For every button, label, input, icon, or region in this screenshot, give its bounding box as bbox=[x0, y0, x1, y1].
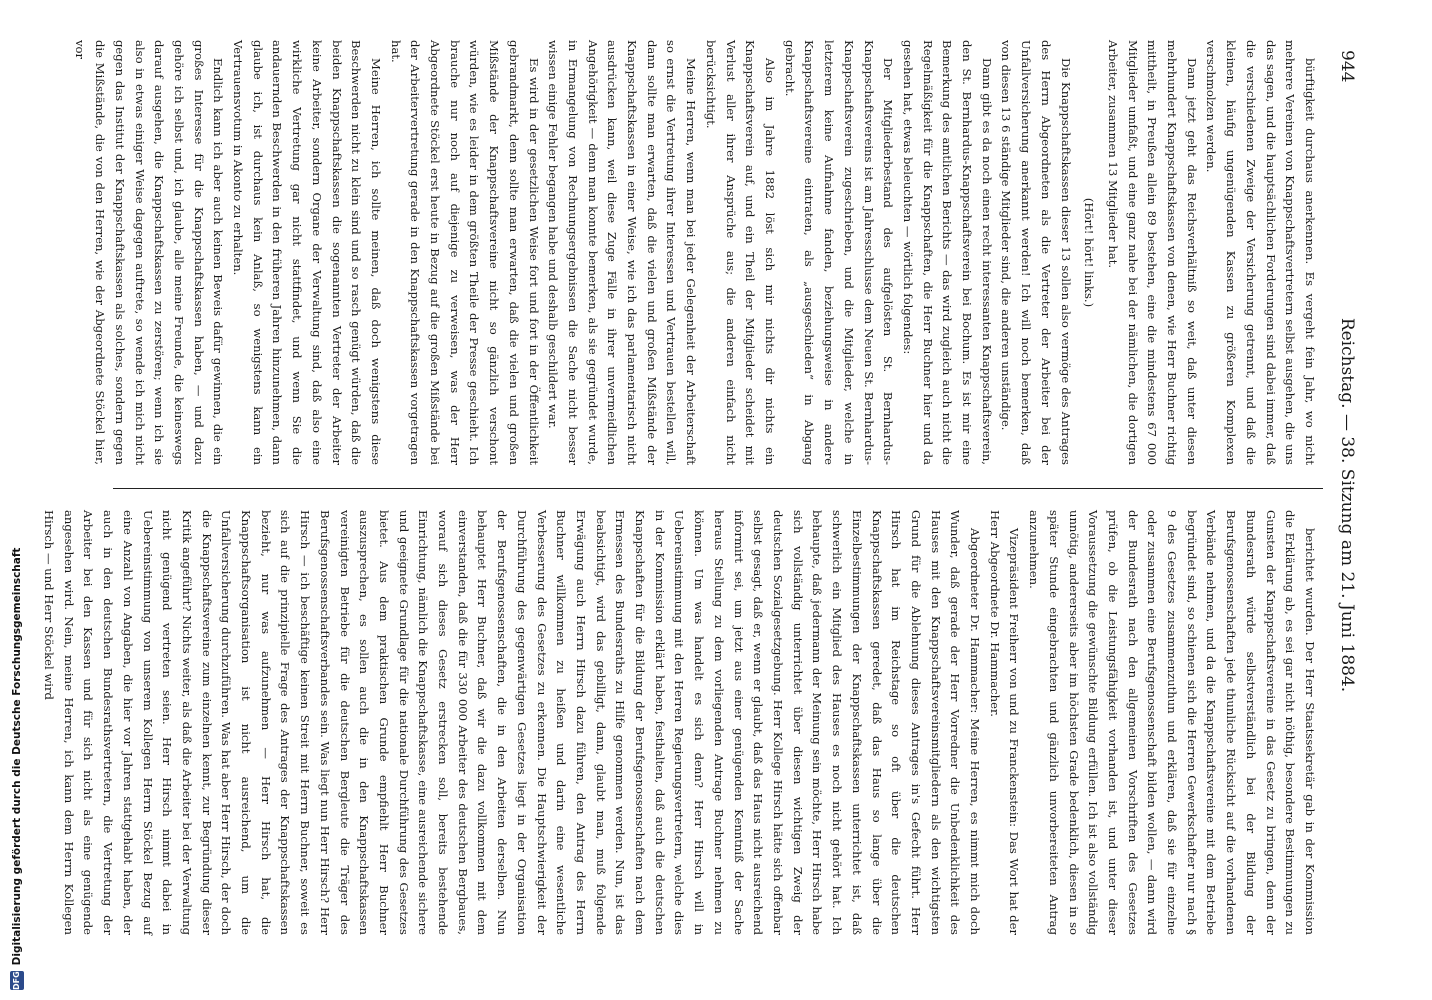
page-title: Reichstag. — 38. Sitzung am 21. Juni 1884. bbox=[1337, 317, 1357, 693]
paragraph: Endlich kann ich aber auch keinen Beweis dafür gewinnen, die ein großes Interesse für die Knappschaftskassen haben, — und dazu gehöre ich selbst und, ich glaube, alle meine Freunde, die keineswegs darauf ausgehen, die Knappschaftskassen zu zerstören; wenn ich sie also in etwas einiger Weise dagegen auftrete, so wende ich mich nicht gegen das Institut der Knappschaftskassen als solches, sondern gegen die Mißstände, die von den Herren, wie der Abgeordnete Stöckel hier, vor bbox=[73, 40, 226, 465]
paragraph: Abgeordneter Dr. Hammacher: Meine Herren, es nimmt mich doch Wunder, daß gerade der Herr Vorredner die Unbedenklichkeit des Hauses mit den Knappschaftsvereinsmitgliedern als den wichtigsten Grund für die Ablehnung dieses Antrages in's Gefecht führt. Herr Hirsch hat im Reichstage so oft über die deutschen Knappschaftskassen geredet, daß das Haus so lange über die Einzelbestimmungen der Knappschaftskassen unterrichtet ist, daß schwerlich ein Mitglied des Hauses es noch nicht gehört hat. Ich behaupte, daß jedermann der Meinung sein möchte, Herr Hirsch habe sich vollständig unterrichtet über diesen wichtigen Zweig der deutschen Sozialgesetzgebung. Herr Kollege Hirsch hätte sich offenbar selbst gesagt, daß er, wenn er glaubt, daß das Haus nicht ausreichend informirt sei, um jetzt aus einer genügenden Kenntniß der Sache heraus Stellung zu dem vorliegenden Antrage Buchner nehmen zu können. Um was handelt es sich denn? Herr Hirsch will in Uebereinstimmung mit den Herren Regierungsvertretern, welche dies in der Kommission erklärt haben, festhalten, daß auch die deutschen Knappschaften für die Bildung der Berufsgenossenschaften nach dem Ermessen des Bundesraths zu Hilfe genommen werden. Nun, ist das beabsichtigt, wird das gebilligt, dann, glaubt man, muß folgende Erwägung auch Herrn Hirsch dazu führen, den Antrag des Herrn Buchner willkommen zu heißen und darin eine wesentliche Verbesserung des Gesetzes zu erkennen. Die Hauptschwierigkeit der Durchführung des gegenwärtigen Gesetzes liegt in der Organisation der Berufsgenossenschaften, die in den Arbeiten derselben. Nun behauptet Herr Buchner, daß wir die dazu vollkommen mit dem einverstanden, daß die für 330 000 Arbeiter des deutschen Bergbaues, worauf sich dieses Gesetz erstrecken soll, bereits bestehende Einrichtung, nämlich die Knappschaftskasse, eine ausreichende sichere und geeignete Grundlage für die nationale Durchführung des Gesetzes bietet. Aus dem praktischen Grunde empfiehlt Herr Buchner auszusprechen, es sollen auch die in den Knappschaftskassen vereinigten Betriebe für die deutschen Bergleute die Träger des Berufsgenossenschaftsverbandes sein. Was liegt nun Herr Hirsch? Herr Hirsch — ich beschäftige keinen Streit mit Herrn Buchner, soweit es sich auf die prinzipielle Frage des Antrages der Knappschaftskassen bezieht, nur was aufzunehmen — Herr Hirsch hat, die Knappschaftsorganisation ist nicht ausreichend, um die Unfallversicherung durchzuführen. Was hat aber Herr Hirsch, der doch die Knappschaftsvereine zum einzelnen kennt, zur Begründung dieser Kritik angeführt? Nichts weiter, als daß die Arbeiter bei der Verwaltung nicht genügend vertreten seien. Herr Hirsch nimmt dabei in Uebereinstimmung von unserem Kollegen Herrn Stöckel Bezug auf eine Anzahl von Angaben, die hier vor Jahren stattgehabt haben, der auch in den deutschen Bundesrathsvertretern, die Vertretung der Arbeiter bei den Kassen und für sich nicht als eine genügende angesehen wird. Nein, meine Herren, ich kann dem Herrn Kollegen Hirsch — und Herr Stöckel wird bbox=[42, 510, 983, 935]
dfg-logo: DFG bbox=[10, 971, 24, 990]
paragraph: Meine Herren, wenn man bei jeder Gelegenheit der Arbeiterschaft so ernst die Vertretung ihrer Interessen und Vertrauen bestellen will, dann sollte man erwarten, daß die vielen und großen Mißstände der Knappschaftskassen in einer Weise, wie ich das parlamentarisch nicht ausdrücken kann, weil diese Zuge Fälle in ihrer unvermeidlichen Angehörigkeit — denn man konnte bemerken, als sie gegründet wurde, in Ermangelung von Rechnungsergebnissen die Sache nicht besser wissen einige Fehler begangen habe und deshalb geschildert war. bbox=[546, 40, 699, 465]
left-column bbox=[73, 40, 1319, 465]
paragraph: Der Mitgliederbestand des aufgelösten St. Bernhardus-Knappschaftsvereins ist am Jahresschlusse dem Neuen St. Bernhardus-Knappschaftsverein zugeschrieben, und die Mitglieder, welche in letzterem keine Aufnahme fanden, beziehungsweise in andere Knappschaftsvereine eintraten, als „ausgeschieden“ in Abgang gebracht. bbox=[782, 40, 896, 465]
paragraph: Vizepräsident Freiherr von und zu Franckenstein: Das Wort hat der Herr Abgeordnete Dr. Hammacher. bbox=[987, 510, 1022, 935]
rotated-page bbox=[42, 40, 1367, 970]
funding-note-text: Digitalisierung gefördert durch die Deutsche Forschungsgemeinschaft bbox=[11, 547, 23, 966]
column-divider bbox=[113, 488, 1323, 489]
paragraph: Also im Jahre 1882 löst sich mir nichts dir nichts ein Knappschaftsverein auf, und ein Theil der Mitglieder scheidet mit Verlust aller ihrer Ansprüche aus; die anderen einfach nicht berücksichtigt. bbox=[703, 40, 778, 465]
page-number: 944 bbox=[1337, 50, 1357, 83]
paragraph: Meine Herren, ich sollte meinen, daß doch wenigstens diese Beschwerden nicht zu klein sind und so rasch genügt würden, daß die beiden Knappschaftskassen die sogenannten Vertreter der Arbeiter keine Arbeiter, sondern Organe der Verwaltung sind, daß also eine wirkliche Vertretung gar nicht stattfindet, und wenn Sie die andauernden Beschwerden in den früheren Jahren hinzunehmen, dann glaube ich, ist durchaus kein Anlaß, so wenigstens kann ein Vertrauensvotum in Akonto zu erhalten. bbox=[231, 40, 383, 465]
paragraph: (Hört! hört! links.) bbox=[1082, 197, 1097, 308]
paragraph: bürftigkeit durchaus anerkennen. Es vergeht fein Jahr, wo nicht mehrere Vereinen von Knappschaftsvertretern selbst ausgehen, die uns das sagen, und die hauptsächlichen Forderungen sind dabei immer, daß die verschiedenen Zweige der Versicherung getrennt, und daß die kleinen, häufig ungenügenden Kassen zu größeren Komplexen verschmolzen werden. bbox=[1204, 40, 1317, 465]
paragraph: berichtet wurden. Der Herr Staatssekretär gab in der Kommission die Erklärung ab, es sei gar nicht nöthig, besondere Bestimmungen zu Gunsten der Knappschaftsvereine in das Gesetz zu bringen, denn der Bundesrath würde selbstverständlich bei der Bildung der Berufsgenossenschaften jede thunliche Rücksicht auf die vorhandenen Verbände nehmen, und da die Knappschaftsvereine mit dem Betriebe begründet sind, so schienen sich die Herren Gewerkschafter nur nach § 9 des Gesetzes zusammenzuthun und erklären, daß sie für einzelne oder zusammen eine Berufsgenossenschaft bilden wollen, — dann wird der Bundesrath nach den allgemeinen Vorschriften des Gesetzes prüfen, ob die Leistungsfähigkeit vorhanden ist, und unter dieser Voraussetzung die gewünschte Bildung erfüllen. Ich ist also vollständig unnötig, andererseits aber im höchsten Grade bedenklich, diesen in so später Stunde eingebrachten und gänzlich unvorbereiteten Antrag anzunehmen. bbox=[1027, 510, 1317, 935]
paragraph: Dann gibt es da noch einen recht interessanten Knappschaftsverein, den St. Bernhardus-Knappschaftsverein bei Bochum. Es ist mir eine Bemerkung des amtlichen Berichts — das wird zugleich auch nicht die Regelmäßigkeit für die Knappschaften, die Herr Buchner hier und da gesehen hat, etwas beleuchten — wörtlich folgendes: bbox=[900, 40, 994, 465]
paragraph: Die Knappschaftskassen dieser 13 sollen also vermöge des Antrages des Herrn Abgeordneten als die Vertreter der Arbeiter bei der Unfallversicherung anerkannt werden! Ich will noch bemerken, daß von diesen 13 6 ständige Mitglieder sind, die anderen unständige. bbox=[999, 40, 1073, 465]
page-header bbox=[1327, 40, 1367, 970]
right-column bbox=[42, 510, 1319, 935]
funding-note bbox=[8, 547, 26, 990]
paragraph: Es wird in der gesetzlichen Weise fort und fort in der Öffentlichkeit gebrandmarkt, denn sollte man erwarten, daß die vielen und großen Mißstände der Knappschaftsvereine nicht so gänzlich verschont würden, wie es leider in dem größten Theile der Presse geschieht. Ich brauche nur noch auf diejenige zu verweisen, was der Herr Abgeordnete Stöckel erst heute in Bezug auf die großen Mißstände bei der Arbeitervertretung gerade in den Knappschaftskassen vorgetragen hat. bbox=[388, 40, 541, 465]
paragraph: Dann jetzt geht das Reichsverhältniß so weit, daß unter diesen mehrhundert Knappschaftskassen von denen, wie Herr Buchner richtig mittheilt, in Preußen allein 89 bestehen, eine die mindestens 67 000 Mitglieder umfaßt, und eine ganz nahe bei der nämlichen, die dortigen Arbeiter, zusammen 13 Mitglieder hat. bbox=[1105, 40, 1199, 465]
